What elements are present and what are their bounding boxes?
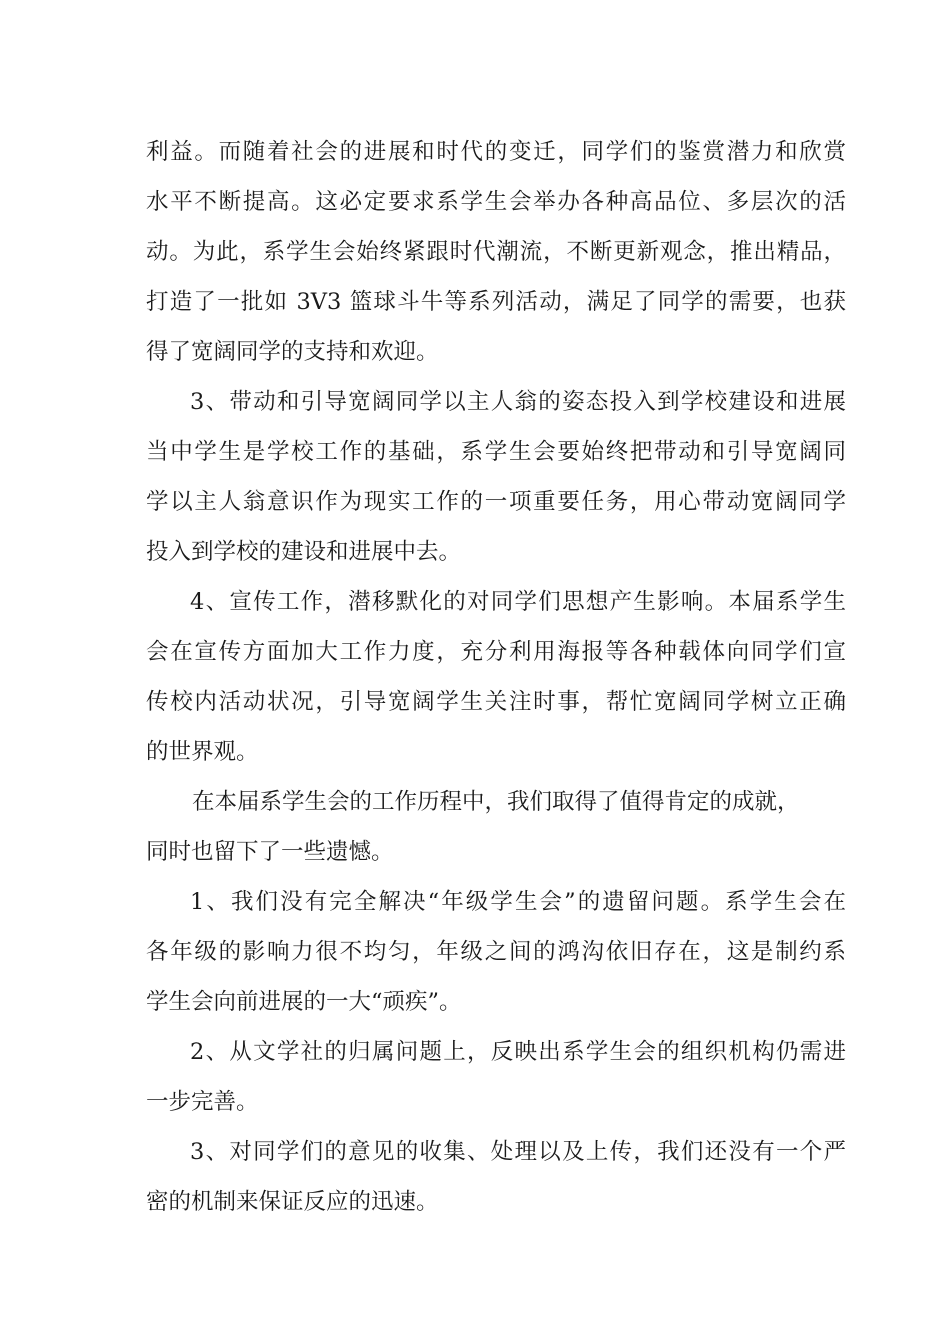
text-line: 水平不断提高。这必定要求系学生会举办各种高品位、多层次的活 <box>146 189 846 215</box>
text-line: 3、对同学们的意见的收集、处理以及上传，我们还没有一个严 <box>190 1139 846 1165</box>
text-line: 学以主人翁意识作为现实工作的一项重要任务，用心带动宽阔同学 <box>146 489 846 515</box>
text-line: 当中学生是学校工作的基础，系学生会要始终把带动和引导宽阔同 <box>146 439 846 465</box>
text-line: 的世界观。 <box>146 739 259 765</box>
text-line: 3、带动和引导宽阔同学以主人翁的姿态投入到学校建设和进展 <box>190 389 846 415</box>
text-line: 打造了一批如 3V3 篮球斗牛等系列活动，满足了同学的需要，也获 <box>146 289 846 315</box>
text-line: 得了宽阔同学的支持和欢迎。 <box>146 339 439 365</box>
text-line: 动。为此，系学生会始终紧跟时代潮流，不断更新观念，推出精品， <box>146 239 846 265</box>
text-line: 密的机制来保证反应的迅速。 <box>146 1189 439 1215</box>
text-line: 会在宣传方面加大工作力度，充分利用海报等各种载体向同学们宣 <box>146 639 846 665</box>
text-line: 1、我们没有完全解决“年级学生会”的遗留问题。系学生会在 <box>190 889 846 915</box>
text-line: 传校内活动状况，引导宽阔学生关注时事，帮忙宽阔同学树立正确 <box>146 689 846 715</box>
text-line: 一步完善。 <box>146 1089 259 1115</box>
text-line: 投入到学校的建设和进展中去。 <box>146 539 462 565</box>
text-line: 学生会向前进展的一大“顽疾”。 <box>146 989 462 1015</box>
text-line: 4、宣传工作，潜移默化的对同学们思想产生影响。本届系学生 <box>190 589 846 615</box>
text-line: 同时也留下了一些遗憾。 <box>146 839 394 865</box>
text-line: 2、从文学社的归属问题上，反映出系学生会的组织机构仍需进 <box>190 1039 846 1065</box>
text-line: 各年级的影响力很不均匀，年级之间的鸿沟依旧存在，这是制约系 <box>146 939 846 965</box>
text-line: 利益。而随着社会的进展和时代的变迁，同学们的鉴赏潜力和欣赏 <box>146 139 846 165</box>
text-line: 在本届系学生会的工作历程中，我们取得了值得肯定的成就， <box>192 789 800 815</box>
